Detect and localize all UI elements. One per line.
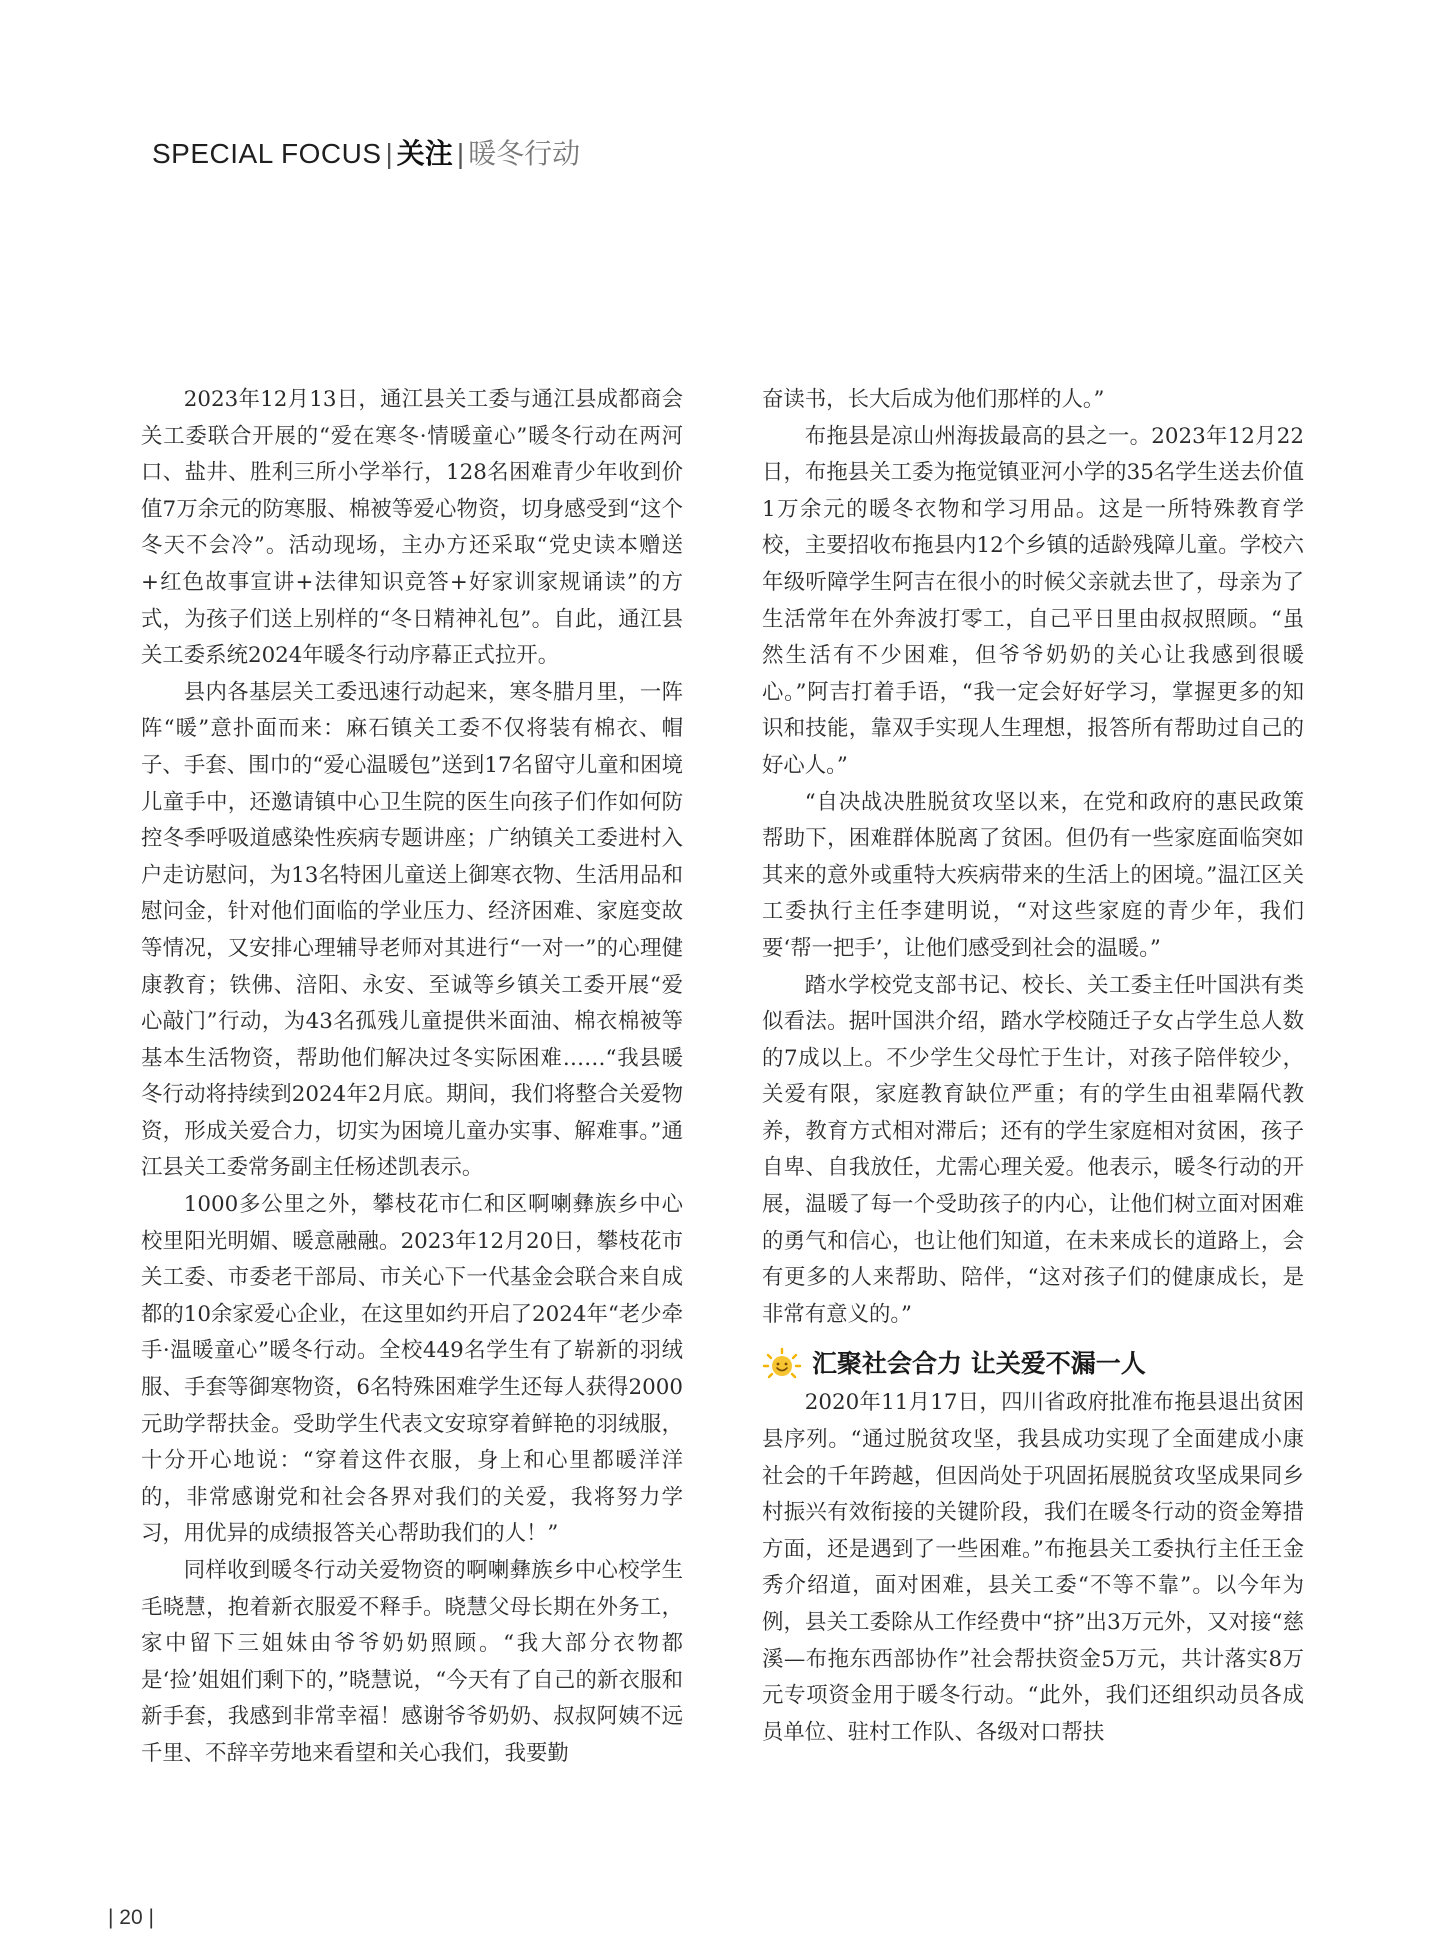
article-column-right: [762, 382, 1304, 1751]
paragraph: 县内各基层关工委迅速行动起来，寒冬腊月里，一阵阵“暖”意扑面而来：麻石镇关工委不仅将装有棉衣、帽子、手套、围巾的“爱心温暖包”送到17名留守儿童和困境儿童手中，还邀请镇中心卫生院的医生向孩子们作如何防控冬季呼吸道感染性疾病专题讲座；广纳镇关工委进村入户走访慰问，为13名特困儿童送上御寒衣物、生活用品和慰问金，针对他们面临的学业压力、经济困难、家庭变故等情况，又安排心理辅导老师对其进行“一对一”的心理健康教育；铁佛、涪阳、永安、至诚等乡镇关工委开展“爱心敲门”行动，为43名孤残儿童提供米面油、棉衣棉被等基本生活物资，帮助他们解决过冬实际困难……“我县暖冬行动将持续到2024年2月底。期间，我们将整合关爱物资，形成关爱合力，切实为困境儿童办实事、解难事。”通江县关工委常务副主任杨述凯表示。: [141, 679, 683, 1181]
paragraph: 2020年11月17日，四川省政府批准布拖县退出贫困县序列。“通过脱贫攻坚，我县成功实现了全面建成小康社会的千年跨越，但因尚处于巩固拓展脱贫攻坚成果同乡村振兴有效衔接的关键阶段，我们在暖冬行动的资金筹措方面，还是遇到了一些困难。”布拖县关工委执行主任王金秀介绍道，面对困难，县关工委“不等不靠”。以今年为例，县关工委除从工作经费中“挤”出3万元外，又对接“慈溪—布拖东西部协作”社会帮扶资金5万元，共计落实8万元专项资金用于暖冬行动。“此外，我们还组织动员各成员单位、驻村工作队、各级对口帮扶: [762, 1390, 1304, 1745]
paragraph-continued: 奋读书，长大后成为他们那样的人。”: [762, 387, 1105, 412]
section-label-cn: 关注: [396, 137, 453, 170]
header-separator: |: [385, 138, 393, 169]
sun-icon: [762, 1347, 802, 1381]
paragraph: 布拖县是凉山州海拔最高的县之一。2023年12月22日，布拖县关工委为拖觉镇亚河小学的35名学生送去价值1万余元的暖冬衣物和学习用品。这是一所特殊教育学校，主要招收布拖县内12个乡镇的适龄残障儿童。学校六年级听障学生阿吉在很小的时候父亲就去世了，母亲为了生活常年在外奔波打零工，自己平日里由叔叔照顾。“虽然生活有不少困难，但爷爷奶奶的关心让我感到很暖心。”阿吉打着手语，“我一定会好好学习，掌握更多的知识和技能，靠双手实现人生理想，报答所有帮助过自己的好心人。”: [762, 423, 1304, 778]
section-subheading: [762, 1347, 1304, 1381]
paragraph: 踏水学校党支部书记、校长、关工委主任叶国洪有类似看法。据叶国洪介绍，踏水学校随迁子女占学生总人数的7成以上。不少学生父母忙于生计，对孩子陪伴较少，关爱有限，家庭教育缺位严重；有的学生由祖辈隔代教养，教育方式相对滞后；还有的学生家庭相对贫困，孩子自卑、自我放任，尤需心理关爱。他表示，暖冬行动的开展，温暖了每一个受助孩子的内心，让他们树立面对困难的勇气和信心，也让他们知道，在未来成长的道路上，会有更多的人来帮助、陪伴，“这对孩子们的健康成长，是非常有意义的。”: [762, 972, 1304, 1327]
paragraph: “自决战决胜脱贫攻坚以来，在党和政府的惠民政策帮助下，困难群体脱离了贫困。但仍有一些家庭面临突如其来的意外或重特大疾病带来的生活上的困境。”温江区关工委执行主任李建明说，“对这些家庭的青少年，我们要‘帮一把手’，让他们感受到社会的温暖。”: [762, 789, 1304, 961]
topic-label: 暖冬行动: [468, 137, 581, 170]
paragraph: 同样收到暖冬行动关爱物资的啊喇彝族乡中心校学生毛晓慧，抱着新衣服爱不释手。晓慧父母长期在外务工，家中留下三姐妹由爷爷奶奶照顾。“我大部分衣物都是‘捡’姐姐们剩下的，”晓慧说，“今天有了自己的新衣服和新手套，我感到非常幸福！感谢爷爷奶奶、叔叔阿姨不远千里、不辞辛劳地来看望和关心我们，我要勤: [141, 1558, 683, 1766]
page-number: | 20 |: [108, 1906, 154, 1929]
page-header: [152, 136, 580, 172]
header-separator: |: [456, 138, 465, 169]
article-column-left: [141, 382, 683, 1773]
paragraph: 2023年12月13日，通江县关工委与通江县成都商会关工委联合开展的“爱在寒冬·情暖童心”暖冬行动在两河口、盐井、胜利三所小学举行，128名困难青少年收到价值7万余元的防寒服、棉被等爱心物资，切身感受到“这个冬天不会冷”。活动现场，主办方还采取“党史读本赠送+红色故事宣讲+法律知识竞答+好家训家规诵读”的方式，为孩子们送上别样的“冬日精神礼包”。自此，通江县关工委系统2024年暖冬行动序幕正式拉开。: [141, 387, 683, 669]
paragraph: 1000多公里之外，攀枝花市仁和区啊喇彝族乡中心校里阳光明媚、暖意融融。2023年12月20日，攀枝花市关工委、市委老干部局、市关心下一代基金会联合来自成都的10余家爱心企业，在这里如约开启了2024年“老少牵手·温暖童心”暖冬行动。全校449名学生有了崭新的羽绒服、手套等御寒物资，6名特殊困难学生还每人获得2000元助学帮扶金。受助学生代表文安琼穿着鲜艳的羽绒服，十分开心地说：“穿着这件衣服，身上和心里都暖洋洋的，非常感谢党和社会各界对我们的关爱，我将努力学习，用优异的成绩报答关心帮助我们的人！”: [141, 1192, 683, 1547]
section-label-en: SPECIAL FOCUS: [152, 138, 382, 169]
subheading-text: 汇聚社会合力 让关爱不漏一人: [812, 1349, 1146, 1379]
